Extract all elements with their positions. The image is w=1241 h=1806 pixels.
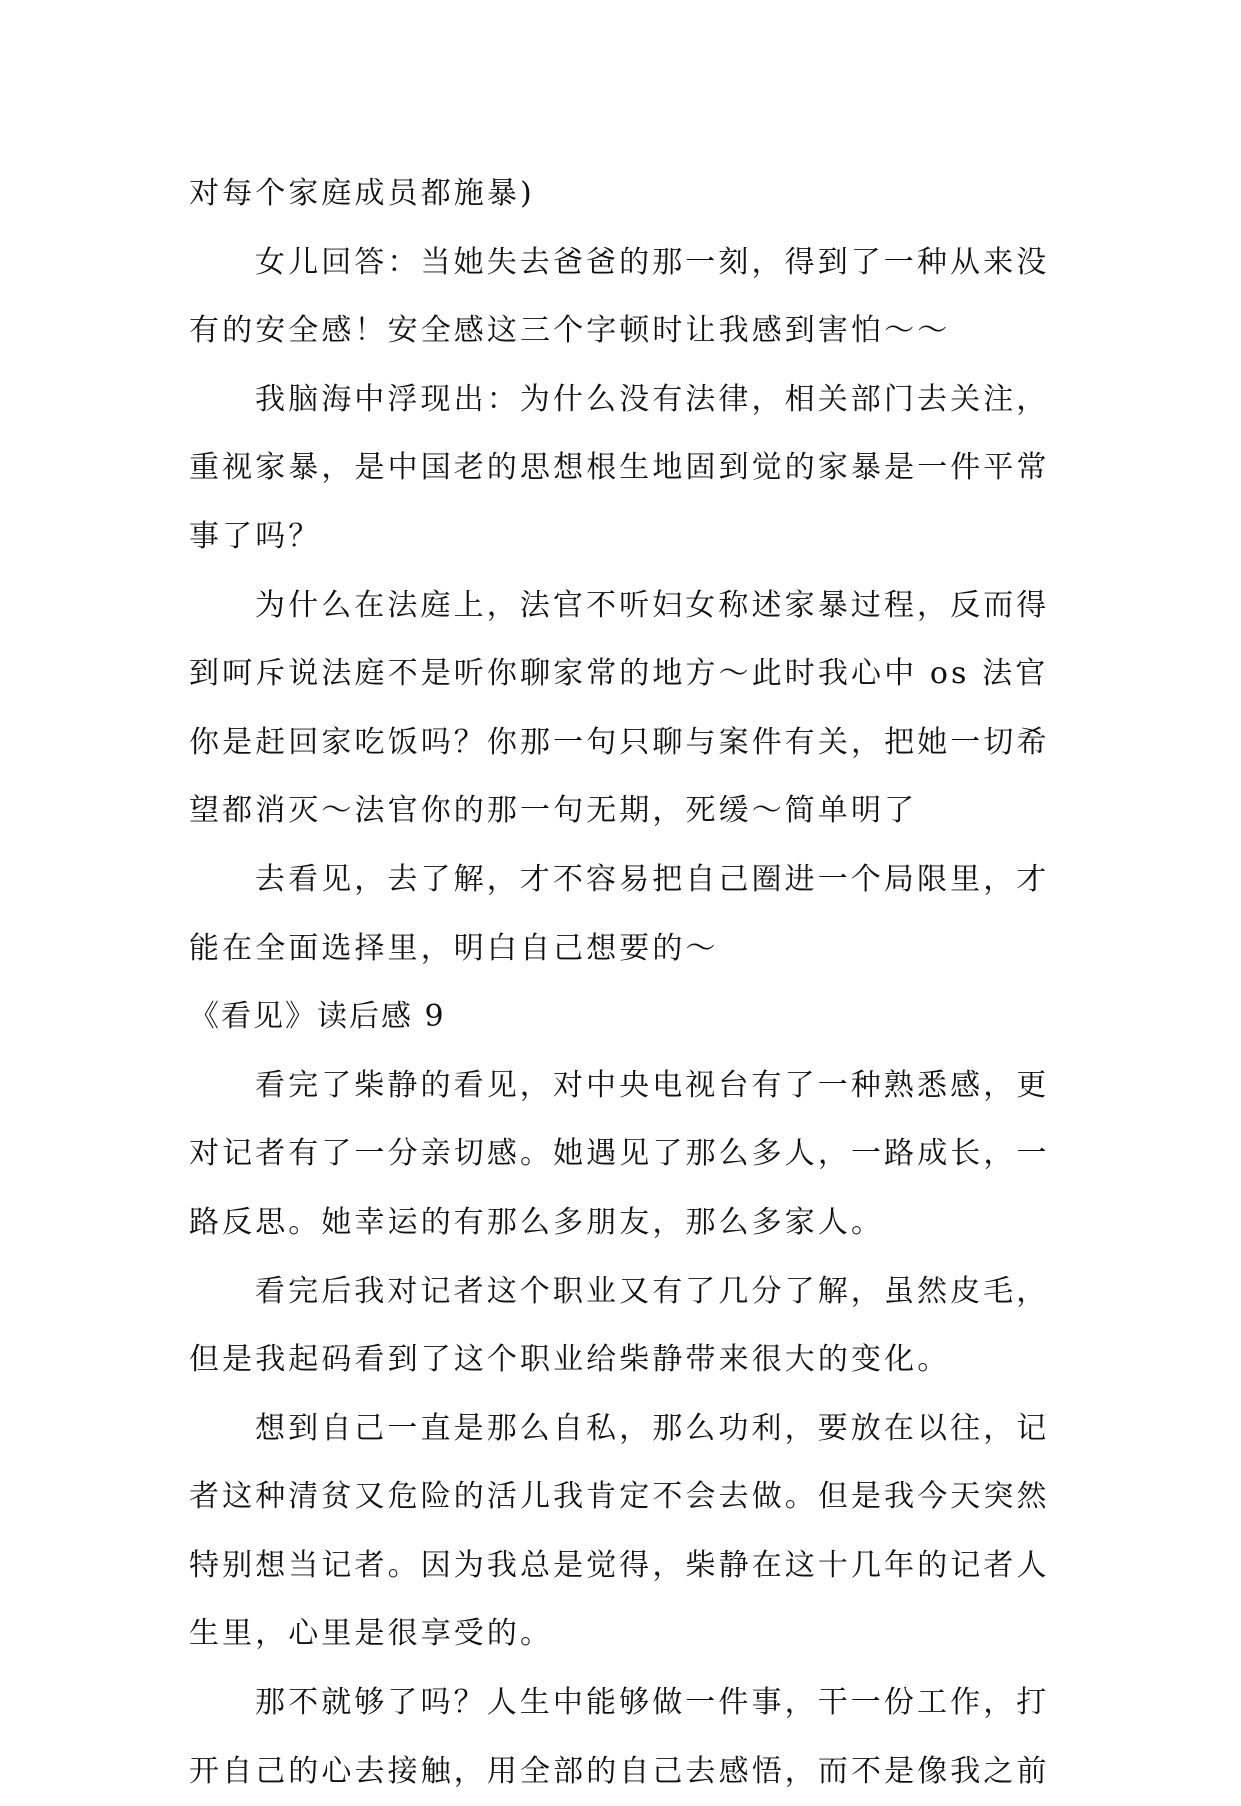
- text-line: 但是我起码看到了这个职业给柴静带来很大的变化。: [189, 1342, 951, 1378]
- paragraph-first-line: 为什么在法庭上，法官不听妇女称述家暴过程，反而得: [255, 587, 1050, 623]
- text-line: 生里，心里是很享受的。: [189, 1616, 554, 1652]
- text-line: 事了吗？: [189, 518, 322, 554]
- text-line: 对记者有了一分亲切感。她遇见了那么多人，一路成长，一: [189, 1136, 1050, 1172]
- paragraph-first-line: 想到自己一直是那么自私，那么功利，要放在以往，记: [255, 1410, 1050, 1446]
- text-line: 开自己的心去接触，用全部的自己去感悟，而不是像我之前: [189, 1753, 1050, 1789]
- text-line: 你是赶回家吃饭吗？你那一句只聊与案件有关，把她一切希: [189, 724, 1050, 760]
- paragraph-first-line: 女儿回答：当她失去爸爸的那一刻，得到了一种从来没: [255, 244, 1050, 280]
- text-line: 望都消灭～法官你的那一句无期，死缓～简单明了: [189, 793, 918, 829]
- text-line: 特别想当记者。因为我总是觉得，柴静在这十几年的记者人: [189, 1547, 1050, 1583]
- text-line: 路反思。她幸运的有那么多朋友，那么多家人。: [189, 1204, 885, 1240]
- text-line: 者这种清贫又危险的活儿我肯定不会去做。但是我今天突然: [189, 1479, 1050, 1515]
- paragraph-first-line: 我脑海中浮现出：为什么没有法律，相关部门去关注，: [255, 381, 1050, 417]
- paragraph-first-line: 看完后我对记者这个职业又有了几分了解，虽然皮毛，: [255, 1273, 1050, 1309]
- text-line: 到呵斥说法庭不是听你聊家常的地方～此时我心中 os 法官: [189, 656, 1049, 692]
- document-body: [189, 160, 1054, 1806]
- paragraph-first-line: 那不就够了吗？人生中能够做一件事，干一份工作，打: [255, 1685, 1050, 1721]
- paragraph-first-line: 去看见，去了解，才不容易把自己圈进一个局限里，才: [255, 861, 1050, 897]
- paragraph-first-line: 看完了柴静的看见，对中央电视台有了一种熟悉感，更: [255, 1067, 1050, 1103]
- text-line: 能在全面选择里，明白自己想要的～: [189, 930, 719, 966]
- text-line: 对每个家庭成员都施暴): [189, 176, 535, 211]
- section-heading: 《看见》读后感 9: [189, 999, 446, 1035]
- text-line: 有的安全感！安全感这三个字顿时让我感到害怕～～: [189, 313, 951, 349]
- text-line: 重视家暴，是中国老的思想根生地固到觉的家暴是一件平常: [189, 450, 1050, 486]
